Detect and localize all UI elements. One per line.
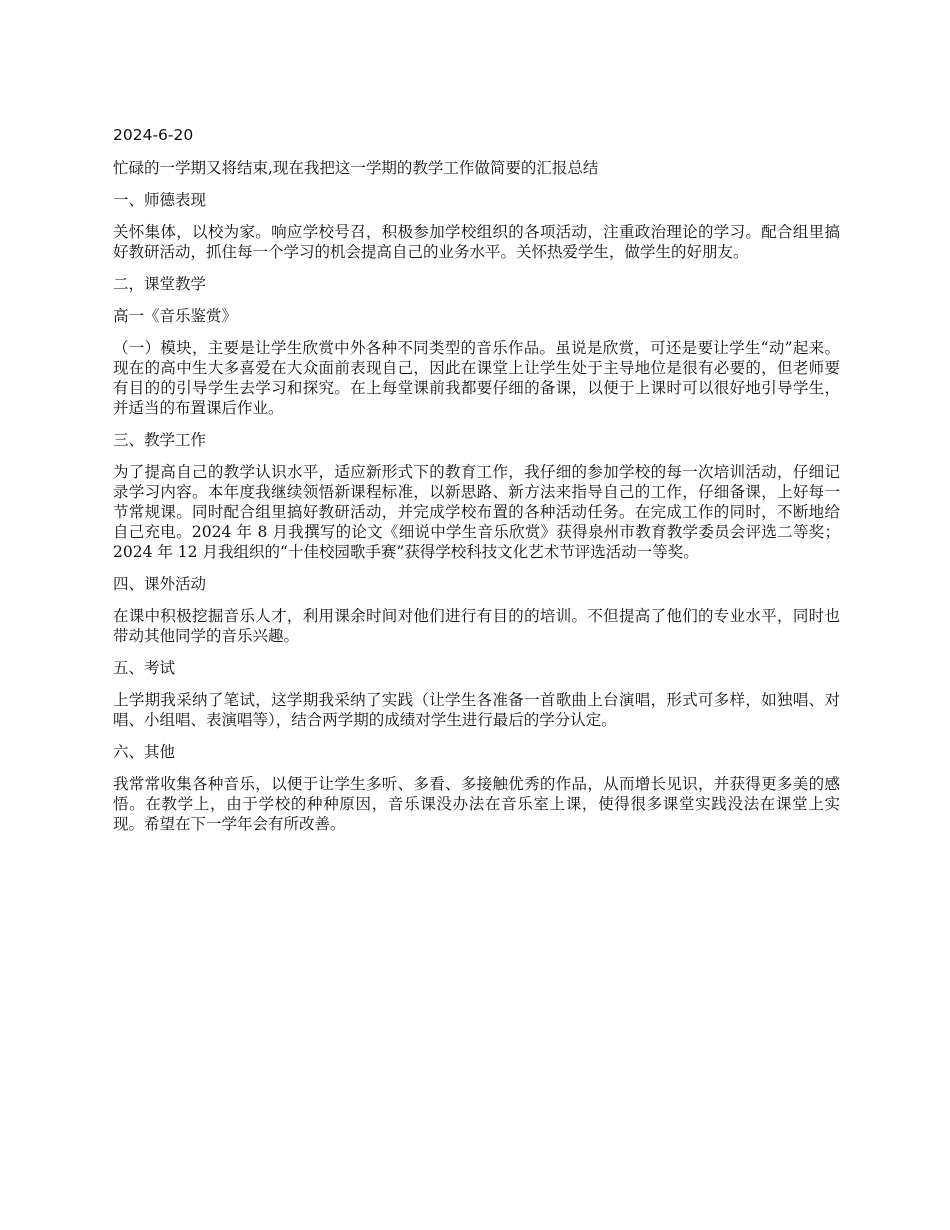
- section-heading-ethics: 一、师德表现: [113, 191, 207, 209]
- section-heading-classroom: 二，课堂教学: [113, 275, 207, 293]
- section-body-other: 我常常收集各种音乐，以便于让学生多听、多看、多接触优秀的作品，从而增长见识，并获得更多美的感悟。在教学上，由于学校的种种原因，音乐课没办法在音乐室上课，使得很多课堂实践没法在课堂上实现。希望在下一学年会有所改善。: [113, 775, 840, 833]
- intro-text: 忙碌的一学期又将结束,现在我把这一学期的教学工作做简要的汇报总结: [113, 159, 599, 177]
- document-date: 2024-6-20: [113, 126, 194, 144]
- section-heading-teaching: 三、教学工作: [113, 431, 207, 449]
- section-heading-other: 六、其他: [113, 743, 176, 761]
- document-page: [113, 125, 840, 846]
- section-subheading-classroom: 高一《音乐鉴赏》: [113, 307, 238, 325]
- section-body-classroom: （一）模块，主要是让学生欣赏中外各种不同类型的音乐作品。虽说是欣赏，可还是要让学生“动”起来。现在的高中生大多喜爱在大众面前表现自己，因此在课堂上让学生处于主导地位是很有必要的，但老师要有目的的引导学生去学习和探究。在上每堂课前我都要仔细的备课，以便于上课时可以很好地引导学生，并适当的布置课后作业。: [113, 339, 840, 417]
- section-heading-exam: 五、考试: [113, 659, 176, 677]
- section-body-ethics: 关怀集体，以校为家。响应学校号召，积极参加学校组织的各项活动，注重政治理论的学习。配合组里搞好教研活动，抓住每一个学习的机会提高自己的业务水平。关怀热爱学生，做学生的好朋友。: [113, 223, 840, 261]
- section-body-exam: 上学期我采纳了笔试，这学期我采纳了实践（让学生各准备一首歌曲上台演唱，形式可多样，如独唱、对唱、小组唱、表演唱等），结合两学期的成绩对学生进行最后的学分认定。: [113, 691, 840, 729]
- section-body-teaching: 为了提高自己的教学认识水平，适应新形式下的教育工作，我仔细的参加学校的每一次培训活动，仔细记录学习内容。本年度我继续领悟新课程标准，以新思路、新方法来指导自己的工作，仔细备课，上好每一节常规课。同时配合组里搞好教研活动，并完成学校布置的各种活动任务。在完成工作的同时，不断地给自己充电。2024 年 8 月我撰写的论文《细说中学生音乐欣赏》获得泉州市教育教学委员会评选二等奖；2024 年 12 月我组织的“十佳校园歌手赛”获得学校科技文化艺术节评选活动一等奖。: [113, 463, 840, 561]
- section-heading-activities: 四、课外活动: [113, 575, 207, 593]
- section-body-activities: 在课中积极挖掘音乐人才，利用课余时间对他们进行有目的的培训。不但提高了他们的专业水平，同时也带动其他同学的音乐兴趣。: [113, 607, 840, 645]
